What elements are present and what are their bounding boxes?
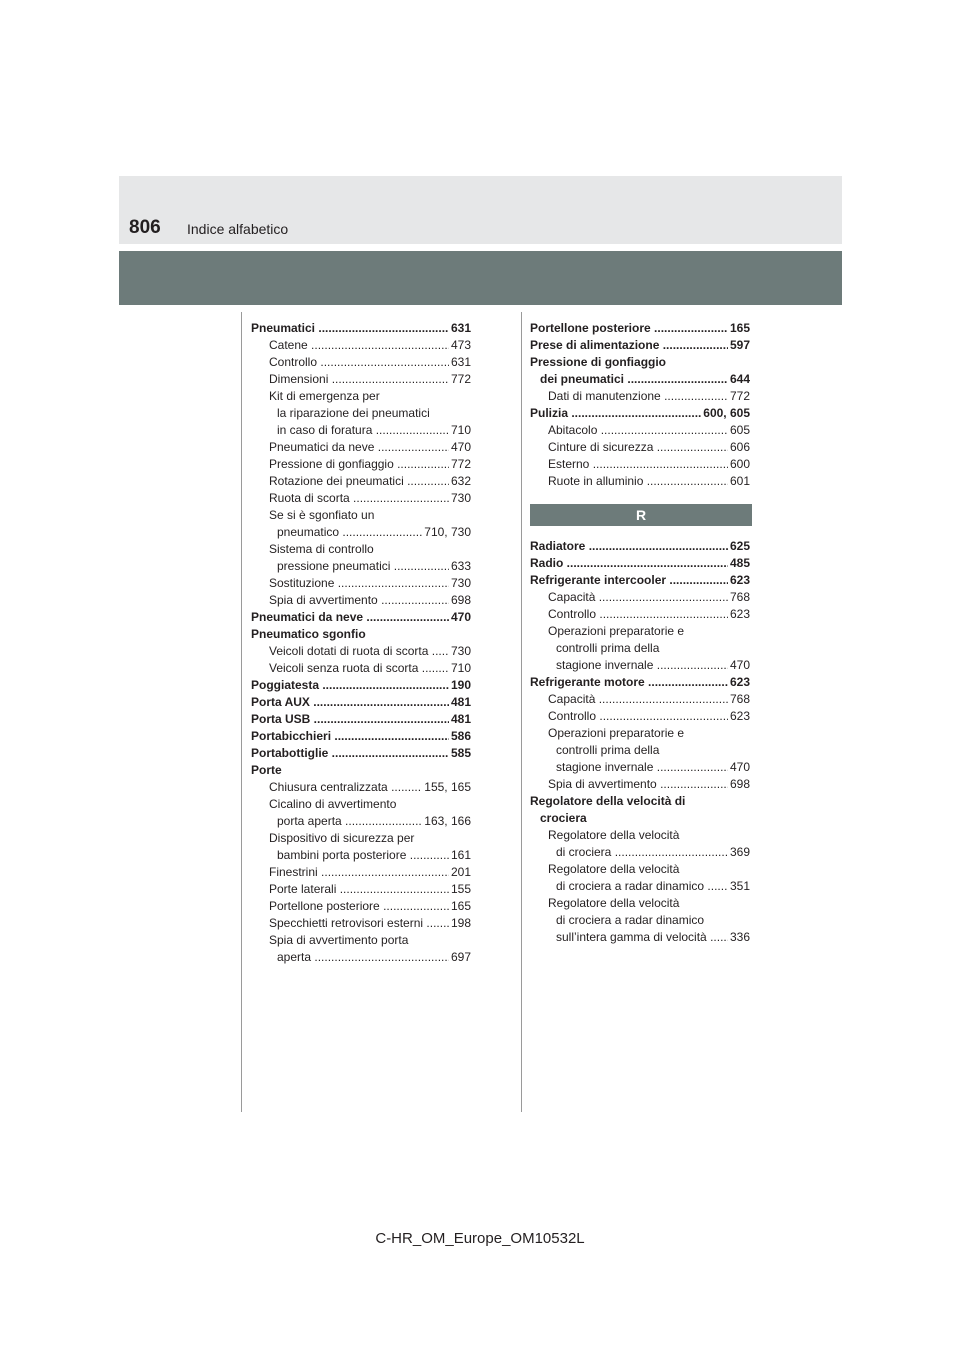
document-code: C-HR_OM_Europe_OM10532L [375,1230,585,1247]
index-entry-term: Refrigerante motore ..... [530,675,750,689]
index-entry [530,589,750,606]
index-entry [251,847,471,864]
index-entry-page: 351 [729,879,750,893]
index-entry-page: 697 [450,950,471,964]
index-entry-term: Abitacolo ..... [548,423,750,437]
index-entry-page: 730 [450,644,471,658]
index-entry-term: Dispositivo di sicurezza per [269,831,415,845]
index-entry-term: Sostituzione ..... [269,576,471,590]
index-entry [530,439,750,456]
index-entry-page: 644 [729,372,750,386]
index-entry [530,878,750,895]
index-entry [251,558,471,575]
index-entry-term: Controllo ..... [548,709,750,723]
index-entry [530,473,750,490]
index-entry-term: Veicoli dotati di ruota di scorta ..... [269,644,471,658]
index-entry-page: 155 [450,882,471,896]
index-entry [530,912,750,929]
index-entry-page: 631 [450,355,471,369]
index-entry [251,473,471,490]
index-column-left [251,320,471,966]
index-entry [251,915,471,932]
index-entry [251,643,471,660]
index-entry-page: 772 [729,389,750,403]
index-entry [251,796,471,813]
index-entry-term: di crociera ..... [556,845,750,859]
index-entry-term: Operazioni preparatorie e [548,624,685,638]
index-entry-term: Regolatore della velocità [548,828,680,842]
index-entry-term: controlli prima della [556,641,660,655]
index-entry-term: porta aperta ..... [277,814,471,828]
index-entry [251,541,471,558]
index-entry-page: 772 [450,372,471,386]
index-entry-page: 600, 605 [703,406,750,420]
index-entry-term: Dimensioni ..... [269,372,471,386]
index-entry-term: aperta ..... [277,950,471,964]
index-entry-term: Porte laterali ..... [269,882,471,896]
index-entry [251,626,471,643]
index-entry [251,711,471,728]
index-entry [251,898,471,915]
index-entry [251,354,471,371]
index-entry [251,337,471,354]
index-entry-page: 470 [450,610,471,624]
index-entry-term: Capacità ..... [548,692,750,706]
index-entry-page: 163, 166 [424,814,471,828]
index-entry-term: Porta AUX ..... [251,695,471,709]
index-entry [251,813,471,830]
index-entry-term: Pneumatico sgonfio [251,627,366,641]
index-entry [251,660,471,677]
index-entry [251,388,471,405]
index-entry-term: bambini porta posteriore ..... [277,848,471,862]
index-entry [251,677,471,694]
index-entry [251,524,471,541]
index-entry-term: Regolatore della velocità [548,862,680,876]
index-entry-page: 586 [450,729,471,743]
index-entry-term: Ruota di scorta ..... [269,491,471,505]
index-entry-term: controlli prima della [556,743,660,757]
index-entry-term: Se si è sgonfiato un [269,508,375,522]
index-entry-page: 165 [729,321,750,335]
index-entry [251,745,471,762]
index-entry [530,793,750,810]
index-entry-term: Regolatore della velocità di [530,794,686,808]
index-entry-page: 710 [450,423,471,437]
index-entry-page: 633 [450,559,471,573]
index-entry [251,439,471,456]
index-entry-term: Operazioni preparatorie e [548,726,685,740]
index-entry [530,405,750,422]
index-entry-page: 605 [729,423,750,437]
index-entry-page: 631 [450,321,471,335]
index-entry-term: dei pneumatici ..... [540,372,750,386]
index-entry-page: 632 [450,474,471,488]
index-entry [530,691,750,708]
index-entry-term: Rotazione dei pneumatici ..... [269,474,471,488]
index-entry [251,371,471,388]
index-entry [530,623,750,640]
index-entry-term: Spia di avvertimento ..... [548,777,750,791]
index-entry-term: Portabottiglie ..... [251,746,471,760]
index-entry-term: in caso di foratura ..... [277,423,471,437]
index-entry-page: 585 [450,746,471,760]
index-entry-term: Cinture di sicurezza ..... [548,440,750,454]
index-entry [251,609,471,626]
index-entry-term: Pressione di gonfiaggio [530,355,667,369]
index-entry-page: 470 [450,440,471,454]
index-entry [530,827,750,844]
index-entry [251,405,471,422]
index-entry-page: 698 [729,777,750,791]
index-entry-page: 730 [450,576,471,590]
index-entry-term: Porta USB ..... [251,712,471,726]
index-entry-term: Pneumatici ..... [251,321,471,335]
index-entry [530,606,750,623]
index-entry [530,844,750,861]
index-entry-page: 623 [729,709,750,723]
index-entry-term: Pneumatici da neve ..... [251,610,471,624]
index-entry-page: 623 [729,675,750,689]
index-entry-page: 473 [450,338,471,352]
index-entry [530,320,750,337]
index-entry-term: Capacità ..... [548,590,750,604]
index-entry-term: Veicoli senza ruota di scorta ..... [269,661,471,675]
index-entry-page: 161 [450,848,471,862]
index-entry-page: 710, 730 [424,525,471,539]
index-entry-term: Prese di alimentazione ..... [530,338,750,352]
index-entry-page: 601 [729,474,750,488]
index-entry [530,929,750,946]
index-entry [251,575,471,592]
index-entry [530,337,750,354]
index-entry-page: 481 [450,695,471,709]
index-entry-page: 768 [729,590,750,604]
index-entry-term: Dati di manutenzione ..... [548,389,750,403]
index-entry [251,881,471,898]
index-entry [530,555,750,572]
index-entry [530,371,750,388]
index-entry-term: Spia di avvertimento porta [269,933,409,947]
index-entry-page: 470 [729,658,750,672]
index-entry [251,592,471,609]
section-title: Indice alfabetico [187,221,289,237]
index-entry [251,490,471,507]
index-entry-page: 485 [729,556,750,570]
index-entry-term: Controllo ..... [548,607,750,621]
index-entry-page: 772 [450,457,471,471]
index-entry [251,830,471,847]
index-entry-term: crociera [540,811,587,825]
index-entry-term: sull’intera gamma di velocità ..... [556,930,750,944]
index-entry [251,456,471,473]
index-entry-term: Pneumatici da neve ..... [269,440,471,454]
index-entry-page: 190 [450,678,471,692]
index-entry [251,949,471,966]
index-entry-term: Ruote in alluminio ..... [548,474,750,488]
index-entry [251,320,471,337]
index-entry [530,354,750,371]
index-entry-term: Kit di emergenza per [269,389,380,403]
index-entry [530,538,750,555]
index-entry-term: Catene ..... [269,338,471,352]
left-column-rule [241,312,242,1112]
index-entry-term: Cicalino di avvertimento [269,797,397,811]
index-entry-page: 698 [450,593,471,607]
index-entry [530,422,750,439]
index-entry-term: Poggiatesta ..... [251,678,471,692]
index-entry-term: di crociera a radar dinamico [556,913,705,927]
index-entry-page: 623 [729,607,750,621]
index-entry-term: Portellone posteriore ..... [269,899,471,913]
index-entry [530,776,750,793]
index-entry-page: 481 [450,712,471,726]
index-entry [530,861,750,878]
index-entry-term: Finestrini ..... [269,865,471,879]
index-entry [530,895,750,912]
index-entry-term: pneumatico ..... [277,525,471,539]
index-entry [530,657,750,674]
index-entry-page: 710 [450,661,471,675]
index-entry-term: Pulizia ..... [530,406,750,420]
index-entry-page: 623 [729,573,750,587]
index-entry-term: Portabicchieri ..... [251,729,471,743]
index-entry-term: Sistema di controllo [269,542,374,556]
index-entry-term: Esterno ..... [548,457,750,471]
index-entry-term: Portellone posteriore ..... [530,321,750,335]
index-entry-page: 606 [729,440,750,454]
index-entry-page: 597 [729,338,750,352]
index-entry-page: 336 [729,930,750,944]
index-entry [530,572,750,589]
index-entry [530,810,750,827]
index-group-r [530,538,750,946]
index-column-right [530,320,750,946]
index-entry-term: di crociera a radar dinamico ..... [556,879,750,893]
index-entry-term: Spia di avvertimento ..... [269,593,471,607]
right-column-rule [521,312,522,1112]
page-number: 806 [129,217,161,238]
index-entry-page: 730 [450,491,471,505]
index-entry-page: 470 [729,760,750,774]
index-entry-term: Pressione di gonfiaggio ..... [269,457,471,471]
index-entry-term: Specchietti retrovisori esterni ..... [269,916,471,930]
index-entry-term: Radio ..... [530,556,750,570]
index-group-p [530,320,750,490]
index-entry [530,742,750,759]
index-entry [530,759,750,776]
index-entry-page: 201 [450,865,471,879]
header-band [119,251,842,305]
index-entry [530,708,750,725]
index-entry-page: 625 [729,539,750,553]
index-entry-page: 165 [450,899,471,913]
index-entry-page: 768 [729,692,750,706]
index-entry-term: Porte [251,763,282,777]
index-entry [530,674,750,691]
index-entry-term: Controllo ..... [269,355,471,369]
index-entry [530,456,750,473]
index-entry [251,864,471,881]
index-entry [530,640,750,657]
index-entry [251,932,471,949]
index-entry-term: stagione invernale ..... [556,658,750,672]
index-entry-term: Chiusura centralizzata ..... [269,780,471,794]
index-entry-page: 198 [450,916,471,930]
index-entry [251,422,471,439]
index-entry-page: 600 [729,457,750,471]
index-entry [251,779,471,796]
index-entry-term: Radiatore ..... [530,539,750,553]
index-entry-term: pressione pneumatici ..... [277,559,471,573]
section-letter-band: R [530,504,752,526]
index-entry-term: Regolatore della velocità [548,896,680,910]
index-entry-term: stagione invernale ..... [556,760,750,774]
index-entry [251,694,471,711]
index-entry [251,762,471,779]
index-entry-page: 155, 165 [424,780,471,794]
index-entry-term: Refrigerante intercooler ..... [530,573,750,587]
index-entry-page: 369 [729,845,750,859]
index-entry-term: la riparazione dei pneumatici [277,406,430,420]
index-entry [530,388,750,405]
index-entry [530,725,750,742]
index-entry [251,728,471,745]
index-entry [251,507,471,524]
